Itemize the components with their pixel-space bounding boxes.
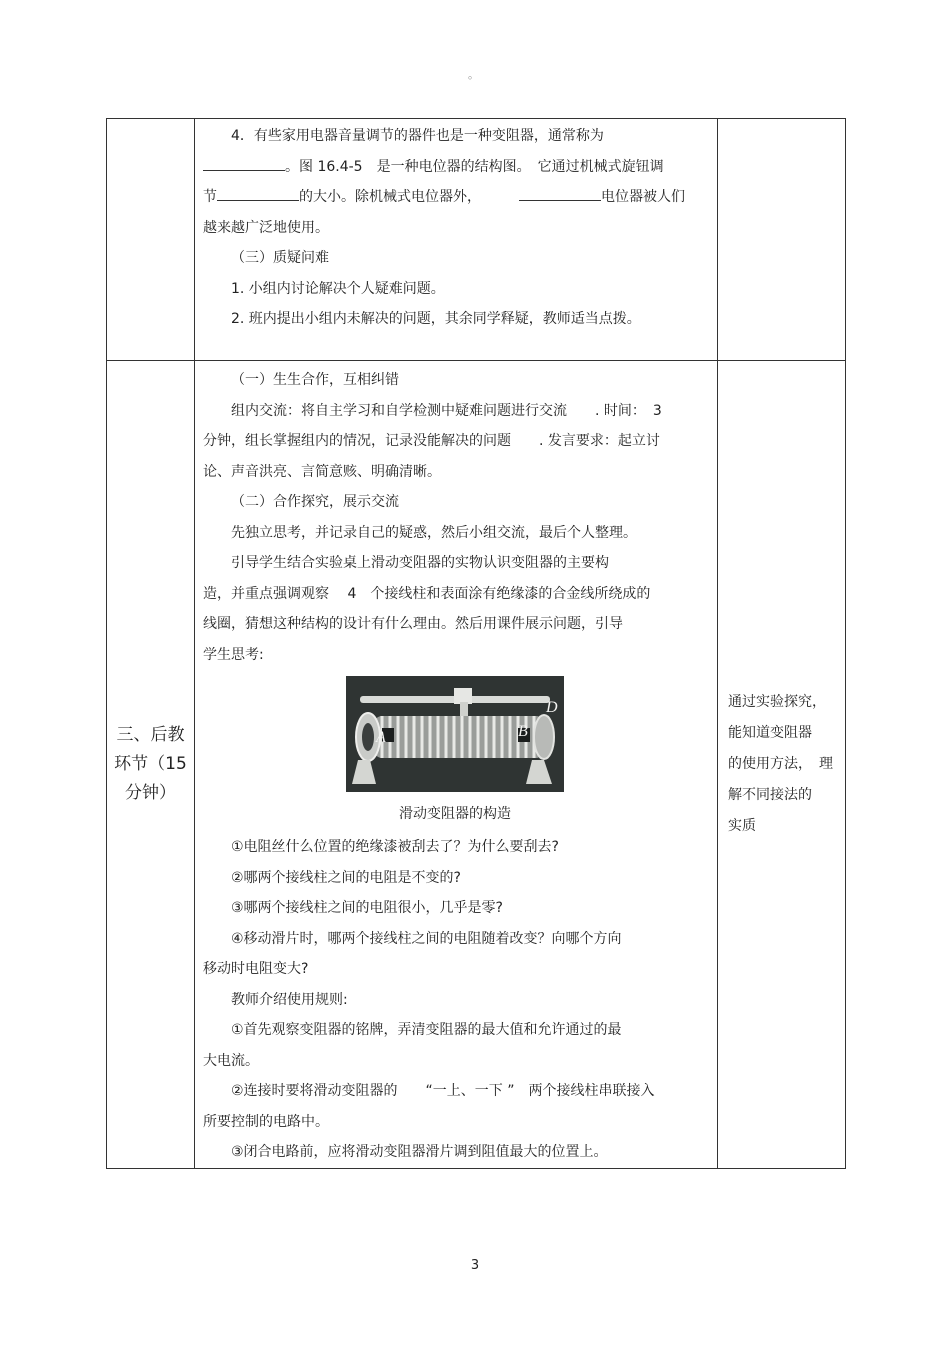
fill-blank [217,182,299,201]
stage-label: 三、后教 环节（15 分钟） [114,724,187,803]
objective-note: 通过实验探究， 能知道变阻器 的使用方法， 理 解不同接法的 实质 [728,693,833,834]
section-title: （一）生生合作，互相纠错 [231,372,399,388]
stage-cell-empty [107,119,195,361]
paragraph: 线圈，猜想这种结构的设计有什么理由。然后用课件展示问题，引导 [203,616,623,632]
item4-line2: 。图 16.4-5 是一种电位器的结构图。 它通过机械式旋钮调 [203,152,707,183]
question-item: ③哪两个接线柱之间的电阻很小，几乎是零? [231,900,503,916]
figure-caption: 滑动变阻器的构造 [399,806,511,822]
paragraph: 组内交流：将自主学习和自学检测中疑难问题进行交流 . 时间： 3 [231,402,662,419]
paragraph: 造，并重点强调观察 4 个接线柱和表面涂有绝缘漆的合金线所绕成的 [203,585,651,602]
rheostat-image [346,676,564,792]
paragraph: 论、声音洪亮、言简意赅、明确清晰。 [203,463,441,480]
item4-line1: 4．有些家用电器音量调节的器件也是一种变阻器，通常称为 [231,128,604,144]
rule-item: ①首先观察变阻器的铭牌，弄清变阻器的最大值和允许通过的最 [231,1022,622,1038]
list-item: 2. 班内提出小组内未解决的问题，其余同学释疑，教师适当点拨。 [231,311,641,327]
note-cell [718,361,846,1169]
question-item: ④移动滑片时，哪两个接线柱之间的电阻随着改变？向哪个方向 [231,930,622,947]
header-mark: 。 [468,68,479,81]
table-row [107,119,846,361]
rule-item: ③闭合电路前，应将滑动变阻器滑片调到阻值最大的位置上。 [231,1144,608,1160]
fill-blank [203,152,285,171]
rule-item-cont: 大电流。 [203,1052,259,1069]
page-number: 3 [470,1258,480,1273]
terminal-label-a: A [376,729,386,746]
lesson-table [106,118,846,1169]
question-item-cont: 移动时电阻变大? [203,961,309,977]
section-title: （二）合作探究，展示交流 [231,494,399,510]
paragraph: 分钟，组长掌握组内的情况，记录没能解决的问题 . 发言要求：起立讨 [203,433,660,449]
rule-item-cont: 所要控制的电路中。 [203,1113,329,1130]
question-item: ①电阻丝什么位置的绝缘漆被刮去了？为什么要刮去? [231,839,559,855]
activity-cell [195,361,718,1169]
list-item: 1. 小组内讨论解决个人疑难问题。 [231,280,445,297]
rule-item: ②连接时要将滑动变阻器的 “一上、一下 ” 两个接线柱串联接入 [231,1083,655,1099]
section-title: （三）质疑问难 [231,250,329,266]
terminal-label-b: B [518,723,528,740]
question-item: ②哪两个接线柱之间的电阻是不变的? [231,869,461,886]
paragraph: 引导学生结合实验桌上滑动变阻器的实物认识变阻器的主要构 [231,555,609,571]
rheostat-figure [203,676,707,792]
table-row [107,361,846,1169]
activity-cell [195,119,718,361]
paragraph: 学生思考: [203,646,264,663]
fill-blank [519,182,601,201]
item4-line4: 越来越广泛地使用。 [203,219,329,236]
paragraph: 先独立思考，并记录自己的疑惑，然后小组交流，最后个人整理。 [231,524,637,541]
item4-line3: 节 的大小。除机械式电位器外， 电位器被人们 [203,182,707,213]
note-cell-empty [718,119,846,361]
stage-cell [107,361,195,1169]
rules-title: 教师介绍使用规则: [231,991,348,1008]
terminal-label-d: D [546,699,558,716]
